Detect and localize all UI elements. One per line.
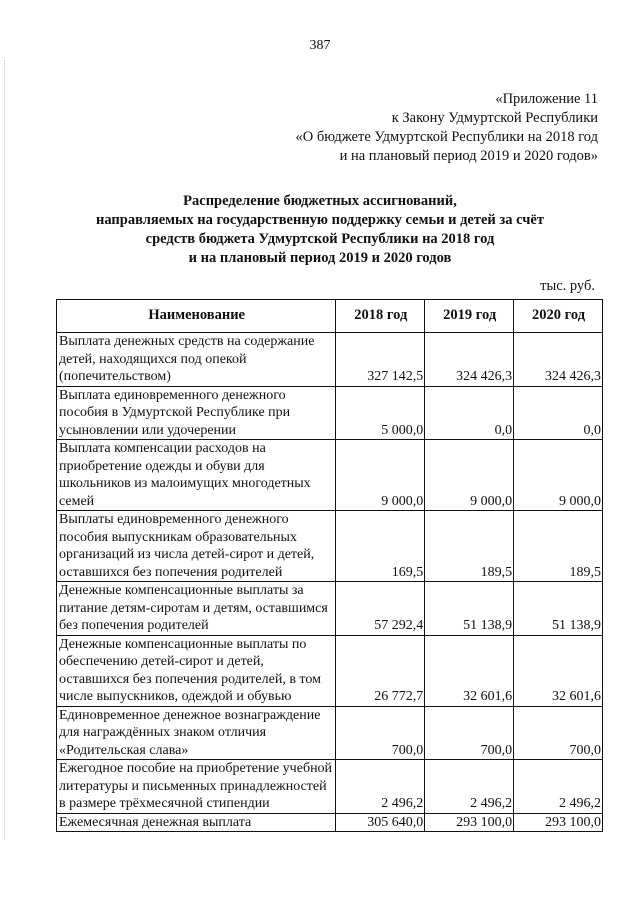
scan-margin-artifact bbox=[4, 60, 6, 840]
value-2020: 700,0 bbox=[514, 706, 603, 760]
row-name: Денежные компенсационные выплаты по обеспечению детей-сирот и детей, оставшихся без попечения родителей, в том числе выпускников, одеждой и обувью bbox=[57, 635, 336, 706]
value-2019: 700,0 bbox=[425, 706, 514, 760]
header-2019: 2019 год bbox=[425, 300, 514, 333]
appendix-header bbox=[296, 90, 598, 166]
value-2020: 51 138,9 bbox=[514, 582, 603, 636]
row-name: Выплата единовременного денежного пособия в Удмуртской Республике при усыновлении или удочерении bbox=[57, 386, 336, 440]
row-name: Единовременное денежное вознаграждение для награждённых знаком отличия «Родительская слава» bbox=[57, 706, 336, 760]
value-2019: 32 601,6 bbox=[425, 635, 514, 706]
row-name: Выплата денежных средств на содержание детей, находящихся под опекой (попечительством) bbox=[57, 333, 336, 387]
value-2020: 0,0 bbox=[514, 386, 603, 440]
table-row bbox=[57, 511, 603, 582]
value-2018: 700,0 bbox=[336, 706, 425, 760]
title-line: и на плановый период 2019 и 2020 годов bbox=[188, 250, 452, 266]
value-2019: 0,0 bbox=[425, 386, 514, 440]
table-row bbox=[57, 582, 603, 636]
value-2019: 51 138,9 bbox=[425, 582, 514, 636]
value-2018: 9 000,0 bbox=[336, 440, 425, 511]
table-header-row bbox=[57, 300, 603, 333]
row-name: Выплата компенсации расходов на приобретение одежды и обуви для школьников из малоимущих многодетных семей bbox=[57, 440, 336, 511]
budget-table bbox=[56, 299, 603, 832]
value-2019: 2 496,2 bbox=[425, 760, 514, 814]
value-2020: 324 426,3 bbox=[514, 333, 603, 387]
page-number: 387 bbox=[309, 38, 331, 53]
appendix-line: «О бюджете Удмуртской Республики на 2018 год bbox=[295, 129, 598, 145]
value-2018: 2 496,2 bbox=[336, 760, 425, 814]
title-line: направляемых на государственную поддержку семьи и детей за счёт bbox=[96, 212, 544, 228]
value-2018: 327 142,5 bbox=[336, 333, 425, 387]
table-row bbox=[57, 440, 603, 511]
appendix-line: «Приложение 11 bbox=[495, 91, 598, 107]
value-2020: 32 601,6 bbox=[514, 635, 603, 706]
title-line: Распределение бюджетных ассигнований, bbox=[183, 193, 457, 209]
header-2018: 2018 год bbox=[336, 300, 425, 333]
value-2018: 305 640,0 bbox=[336, 813, 425, 832]
row-name: Ежегодное пособие на приобретение учебной литературы и письменных принадлежностей в размере трёхмесячной стипендии bbox=[57, 760, 336, 814]
row-name: Денежные компенсационные выплаты за питание детям-сиротам и детям, оставшимся без попечения родителей bbox=[57, 582, 336, 636]
value-2019: 293 100,0 bbox=[425, 813, 514, 832]
appendix-line: к Закону Удмуртской Республики bbox=[391, 110, 598, 126]
table-row bbox=[57, 333, 603, 387]
row-name: Выплаты единовременного денежного пособия выпускникам образовательных организаций из числа детей-сирот и детей, оставшихся без попечения родителей bbox=[57, 511, 336, 582]
value-2018: 169,5 bbox=[336, 511, 425, 582]
header-name: Наименование bbox=[57, 300, 336, 333]
value-2020: 2 496,2 bbox=[514, 760, 603, 814]
table-row bbox=[57, 386, 603, 440]
value-2020: 293 100,0 bbox=[514, 813, 603, 832]
table-row bbox=[57, 760, 603, 814]
value-2019: 189,5 bbox=[425, 511, 514, 582]
table-row bbox=[57, 706, 603, 760]
table-row bbox=[57, 635, 603, 706]
appendix-line: и на плановый период 2019 и 2020 годов» bbox=[339, 148, 598, 164]
row-name: Ежемесячная денежная выплата bbox=[57, 813, 336, 832]
value-2020: 9 000,0 bbox=[514, 440, 603, 511]
table-row bbox=[57, 813, 603, 832]
value-2018: 26 772,7 bbox=[336, 635, 425, 706]
value-2018: 5 000,0 bbox=[336, 386, 425, 440]
document-title bbox=[0, 192, 640, 268]
title-line: средств бюджета Удмуртской Республики на 2018 год bbox=[145, 231, 495, 247]
value-2019: 9 000,0 bbox=[425, 440, 514, 511]
value-2020: 189,5 bbox=[514, 511, 603, 582]
value-2018: 57 292,4 bbox=[336, 582, 425, 636]
header-2020: 2020 год bbox=[514, 300, 603, 333]
units-label: тыс. руб. bbox=[540, 278, 595, 294]
value-2019: 324 426,3 bbox=[425, 333, 514, 387]
